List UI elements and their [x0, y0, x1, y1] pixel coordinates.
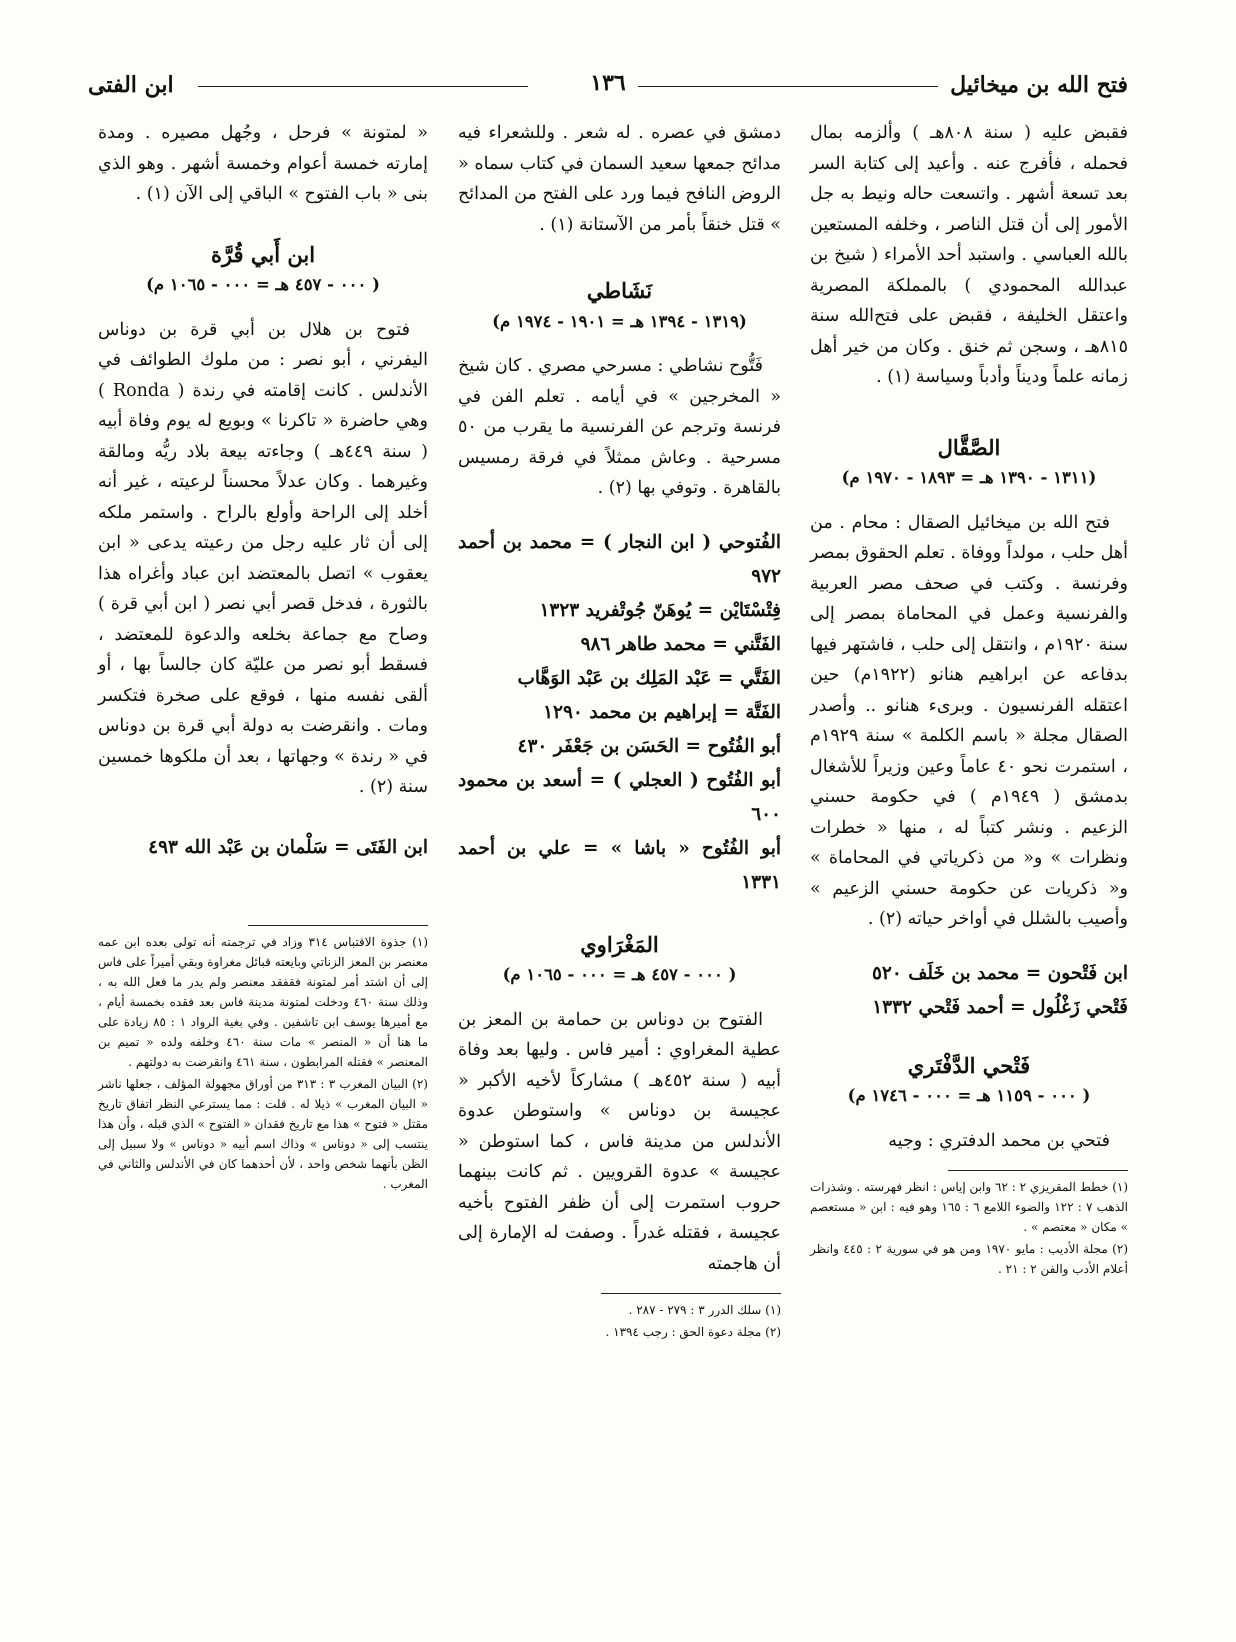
cross-reference: أبو الفُتُوح = الحَسَن بن جَعْفَر ٤٣٠ — [517, 735, 781, 757]
footnote: (٢) مجلة دعوة الحق : رجب ١٣٩٤ . — [605, 1325, 781, 1339]
cross-reference: الفَتَّة = إبراهيم بن محمد ١٢٩٠ — [543, 701, 781, 723]
footnote: (١) خطط المقريزي ٢ : ٦٢ وابن إياس : انظر فهرسته . وشذرات الذهب ٧ : ١٢٢ والضوء اللامع ٦ : ١٦٥ وهو فيه : ابن « مستعصم » مكان « معتصم » . — [810, 1180, 1129, 1234]
footnote: (٢) مجلة الأديب : مايو ١٩٧٠ ومن هو في سورية ٢ : ٤٤٥ وانظر أعلام الأدب والفن ٢ : ٢١ . — [810, 1242, 1128, 1276]
cross-reference: فَتْحي زَغْلُول = أحمد فَتْحي ١٣٣٢ — [872, 996, 1128, 1018]
entry-title-nashati: نَشَاطي — [586, 278, 653, 303]
entry-dates-nashati: (١٣١٩ - ١٣٩٤ هـ = ١٩٠١ - ١٩٧٤ م) — [492, 311, 747, 331]
header-rule-right — [638, 86, 938, 87]
entry-dates-saqqal: (١٣١١ - ١٣٩٠ هـ = ١٨٩٣ - ١٩٧٠ م) — [841, 468, 1097, 487]
running-title-left: ابن الفتى — [88, 72, 174, 98]
footnotes-middle — [458, 1300, 781, 1342]
entry-text-ibn-abi-qurra: فتوح بن هلال بن أبي قرة بن دوناس اليفرني ، أبو نصر : من ملوك الطوائف في الأندلس . كانت إقامته في رندة ( Ronda ) وهي حاضرة « تاكرنا » وبويع له يوم وفاة أبيه ( سنة ٤٤٩هـ ) وجاءته بيعة بلاد ريُّه ومالقة وغيرهما . وكان عدلاً محسناً لرعيته ، غير أنه أخلد إلى الراحة وأولع بالراح . واستمر ملكه إلى أن ثار عليه رجل من رعيته يدعى « ابن يعقوب » اتصل بالمعتضد ابن عباد وأغراه هذا بالثورة ، فدخل قصر أبي نصر ( ابن أبي قرة ) وصاح مع جماعة بخلعه والدعوة للمعتضد ، فسقط أبو نصر من عليّة كان جالساً بها ، أو ألقى نفسه منها ، فوقع على صخرة فتكسر ومات . وانقرضت به دولة أبي قرة بن دوناس في « رندة » وجهاتها ، بعد أن ملكوها خمسين سنة (٢) . — [98, 319, 428, 797]
cross-reference: الفَتَّي = عَبْد المَلِك بن عَبْد الوَهَّاب — [517, 667, 781, 689]
entry-text-daftari: فتحي بن محمد الدفتري : وجيه — [888, 1130, 1110, 1151]
entry-title-saqqal: الصَّقَّال — [937, 434, 1001, 460]
cross-reference: ابن الفَتَى = سَلْمان بن عَبْد الله ٤٩٣ — [148, 836, 428, 858]
footnote: (١) جذوة الاقتباس ٣١٤ وزاد في ترجمته أنه تولى بعده ابن عمه معنصر بن المعز الزناتي وبايعته قبائل مغراوة وبقي أميراً على فاس إلى أن اشتد أمر لمتونة فقفقد معنصر ولم يدر ما فعل الله به ، وذلك سنة ٤٦٠ ودخلت لمتونة مدينة فاس بعد فقده بخمسة أيام ، مع أميرها يوسف ابن تاشفين . وفي بغية الرواد ١ : ٨٥ زيادة على ما هنا أن « المنصر » مات سنة ٤٦٠ وخلفه ولده « تميم بن المعنصر » فقتله المرابطون ، سنة ٤٦١ وانقرضت به دولتهم . — [98, 934, 429, 1069]
footnotes-right — [810, 1177, 1128, 1279]
entry-text-maghrawi: الفتوح بن دوناس بن حمامة بن المعز بن عطية المغراوي : أمير فاس . وليها بعد وفاة أبيه ( سنة ٤٥٢هـ ) مشاركاً لأخيه الأكبر « عجيسة بن دوناس » واستوطن عدوة الأندلس من مدينة فاس ، كما استوطن « عجيسة » عدوة القرويين . ثم كانت بينهما حروب استمرت إلى أن ظفر الفتوح بأخيه عجيسة ، فقتله غدراً . وصفت له الإمارة إلى أن هاجمته — [458, 1009, 781, 1274]
entry-title-maghrawi: المَغْرَاوي — [580, 931, 659, 957]
column-right — [810, 118, 1128, 1281]
entry-text-saqqal: فتح الله بن ميخائيل الصقال : محام . من أهل حلب ، مولداً ووفاة . تعلم الحقوق بمصر وفرنسة . وكتب في صحف مصر العربية والفرنسية وعمل في المحاماة بمصر إلى سنة ١٩٢٠م ، وانتقل إلى حلب ، فاشتهر فيها بدفاعه عن ابراهيم هنانو (١٩٢٢م) حين اعتقله الفرنسيون . وبرىء هنانو .. وأصدر الصقال مجلة « باسم الكلمة » سنة ١٩٢٩م ، استمرت نحو ٤٠ عاماً وعين وزيراً للأشغال بدمشق ( ١٩٤٩م ) في حكومة حسني الزعيم . ونشر كتباً له ، منها « خطرات ونظرات » و« من ذكرياتي في المحاماة » و« ذكريات عن حكومة حسني الزعيم » وأصيب بالشلل في أواخر حياته (٢) . — [810, 512, 1128, 929]
continued-entry-text: فقبض عليه ( سنة ٨٠٨هـ ) وألزمه بمال فحمله ، فأفرج عنه . وأعيد إلى كتابة السر بعد تسعة أشهر . واتسعت حاله ونيط به جل الأمور إلى أن قتل الناصر ، وخلفه المستعين بالله العباسي . واستبد أحد الأمراء ( شيخ بن عبدالله المحمودي ) بالمملكة المصرية واعتقل الخليفة ، فقبض على فتح‌الله سنة ٨١٥هـ ، وسجن ثم خنق . وكان من خير أهل زمانه علماً وديناً وأدباً وسياسة (١) . — [810, 123, 1128, 387]
entry-dates-daftari: ( ٠٠٠ - ١١٥٩ هـ = ٠٠٠ - ١٧٤٦ م) — [847, 1086, 1091, 1105]
cross-reference: الفُتوحي ( ابن النجار ) = محمد بن أحمد ٩٧٢ — [458, 531, 781, 587]
footnote: (٢) البيان المغرب ٣ : ٣١٣ من أوراق مجهولة المؤلف ، جعلها ناشر « البيان المغرب » ذيلا له . قلت : مما يسترعي النظر اتفاق تاريخ مقتل « فتوح » هذا مع تاريخ فقدان « الفتوح » الذي قبله ، وأن هذا ينتسب إلى « دوناس » وذاك اسم أبيه « دوناس » ولا سبيل إلى الظن بأنهما شخص واحد ، لأن أحدهما كان في الأندلس والثاني في المغرب . — [98, 1076, 428, 1191]
cross-reference: فِتْسْتَايْن = يُوهَنّ جُوتْفريد ١٣٢٣ — [539, 599, 781, 621]
footnote-rule — [601, 1293, 781, 1294]
continued-entry-text: « لمتونة » فرحل ، وجُهل مصيره . ومدة إمارته خمسة أعوام وخمسة أشهر . وهو الذي بنى « باب الفتوح » الباقي إلى الآن (١) . — [98, 123, 428, 204]
footnote-rule — [248, 925, 428, 926]
page-header — [88, 68, 1128, 108]
header-rule-left — [198, 86, 528, 87]
footnote: (١) سلك الدرر ٣ : ٢٧٩ - ٢٨٧ . — [628, 1303, 781, 1317]
cross-reference: أبو الفُتُوح « باشا » = علي بن أحمد ١٣٣١ — [458, 837, 781, 893]
column-left — [98, 118, 428, 1196]
page-number: ١٣٦ — [590, 70, 626, 96]
footnotes-left — [98, 932, 428, 1194]
entry-text-nashati: فَتُّوح نشاطي : مسرحي مصري . كان شيخ « المخرجين » في أيامه . تعلم الفن في فرنسة وترجم عن الفرنسية ما يقرب من ٥٠ مسرحية . وعاش ممثلاً في فرقة رمسيس بالقاهرة . وتوفي بها (٢) . — [458, 356, 781, 498]
entry-dates-maghrawi: ( ٠٠٠ - ٤٥٧ هـ = ٠٠٠ - ١٠٦٥ م) — [502, 965, 737, 984]
entry-dates-ibn-abi-qurra: ( ٠٠٠ - ٤٥٧ هـ = ٠٠٠ - ١٠٦٥ م) — [146, 275, 380, 294]
cross-reference: ابن فَتْحون = محمد بن خَلَف ٥٢٠ — [871, 962, 1128, 984]
footnote-rule — [948, 1170, 1128, 1171]
entry-title-daftari: فَتْحي الدَّفْتَري — [907, 1052, 1031, 1078]
entry-title-ibn-abi-qurra: ابن أَبي قُرَّة — [210, 241, 316, 267]
continued-entry-text: دمشق في عصره . له شعر . وللشعراء فيه مدائح جمعها سعيد السمان في كتاب سماه « الروض النافح فيما ورد على الفتح من المدائح » قتل خنقاً بأمر من الآستانة (١) . — [458, 123, 781, 235]
column-middle — [458, 118, 781, 1344]
cross-reference: أبو الفُتُوح ( العجلي ) = أسعد بن محمود ٦٠٠ — [458, 769, 781, 825]
cross-reference: الفَتَّني = محمد طاهر ٩٨٦ — [580, 633, 781, 655]
running-title-right: فتح الله بن ميخائيل — [950, 72, 1128, 98]
